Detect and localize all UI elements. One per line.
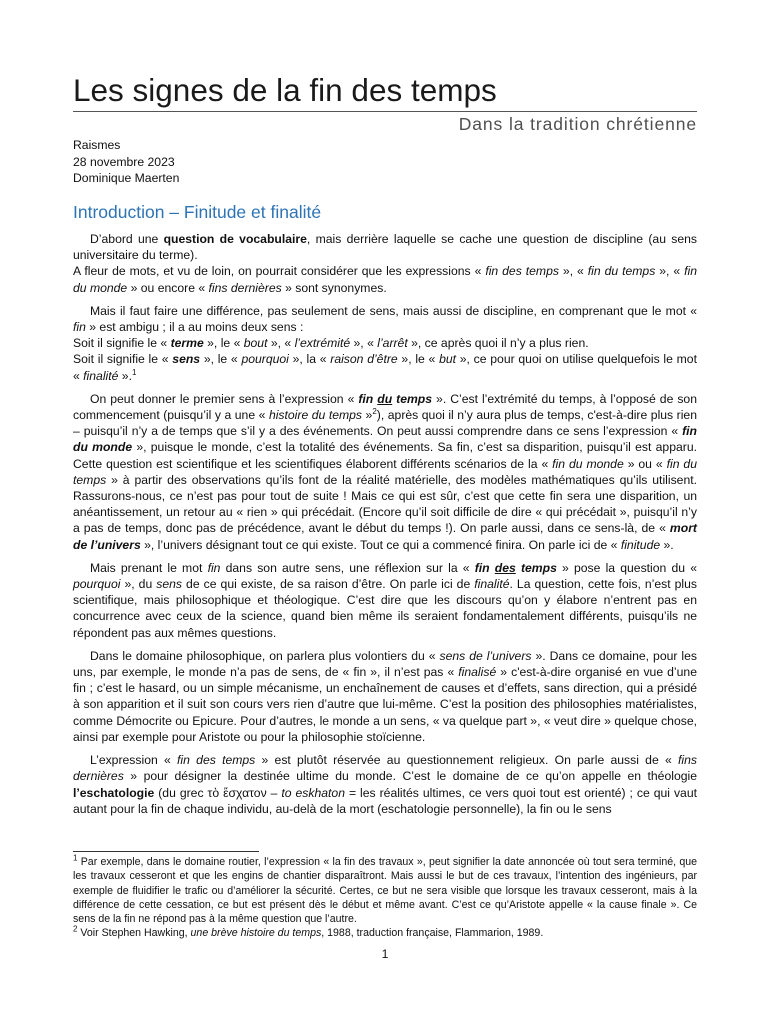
meta-author: Dominique Maerten [73, 171, 180, 185]
footnote-2: $^2$ Voir Stephen Hawking, une brève histoire du temps, 1988, traduction française, Flammarion, 1989. [73, 924, 544, 940]
meta-place: Raismes [73, 138, 121, 152]
document-title: Les signes de la fin des temps [73, 72, 497, 108]
footnote-divider [73, 851, 259, 852]
document-subtitle: Dans la tradition chrétienne [458, 114, 697, 134]
paragraph-finalite: Mais prenant le mot fin dans son autre sens, une réflexion sur la « fin des temps » pose la question du « pourquoi », du sens de ce qui existe, de sa raison d’être. On parle ici de finalité. La question, cette fois, n’est plus scientifique, mais philosophique et théologique. C’est dire que les discours qu’on y élabore n’entrent pas en concurrence avec ceux de la science, quand bien même ils seraient fondamentalement différents, puisqu’ils ne répondent pas aux mêmes questions. [73, 560, 697, 640]
footnote-ref-2[interactable]: 2 [372, 406, 377, 416]
footnotes [73, 855, 697, 941]
paragraph-two-senses: Mais il faut faire une différence, pas seulement de sens, mais aussi de discipline, en comprenant que le mot « fin » est ambigu ; il a au moins deux sens : Soit il signifie le « terme », le « bout », « l’extrémité », « l’arrêt », ce après quoi il n’y a plus rien. Soit il signifie le « sens », le « pourquoi », la « raison d’être », le « but », ce pour quoi on utilise quelquefois le mot « finalité ».$^1$ [73, 303, 697, 383]
page-number: 1 [381, 947, 389, 961]
section-heading: Introduction – Finitude et finalité [73, 202, 322, 222]
footnote-1: $^1$ Par exemple, dans le domaine routier, l’expression « la fin des travaux », peut signifier la date annoncée où tout sera terminé, que les travaux cesseront et que les engins de chantier disparaîtront. Mais aussi le but de ces travaux, l’intention des ingénieurs, par exemple de fluidifier le trafic ou d’améliorer la sécurité. Certes, ce but ne sera visible que lorsque les travaux cesseront, mais à la différence de cette cessation, ce but est présent dès le début et même avant. C’est ce qu’Aristote appelle « la cause finale ». Ce sens de la fin ne répond pas à la même question que l’autre. [73, 853, 697, 926]
document-meta [73, 137, 179, 187]
title-divider [73, 111, 697, 112]
meta-date: 28 novembre 2023 [73, 154, 175, 169]
document-body [73, 231, 697, 817]
paragraph-vocabulary: D’abord une question de vocabulaire, mais derrière laquelle se cache une question de discipline (au sens universitaire du terme). A fleur de mots, et vu de loin, on pourrait considérer que les expressions « fin des temps », « fin du temps », « fin du monde » ou encore « fins dernières » sont synonymes. [73, 232, 697, 295]
paragraph-finitude: On peut donner le premier sens à l’expression « fin du temps ». C’est l’extrémité du temps, à l’opposé de son commencement (puisqu’il y a une « histoire du temps »$^2$), après quoi il n’y aura plus de temps, c'est-à-dire plus rien – puisqu’il n’y a de temps que s’il y a des événements. On peut aussi comprendre dans ce sens l’expression « fin du monde », puisque le monde, c’est la totalité des événements. Sa fin, c’est sa disparition, puisqu’il est apparu. Cette question est scientifique et les scientifiques élaborent différents scénarios de la « fin du monde » ou « fin du temps » à partir des observations qu’ils font de la réalité matérielle, des modèles mathématiques qu’ils utilisent. Rassurons-nous, ce n’est pas pour tout de suite ! Mais ce qui est sûr, c’est que cette fin sera une disparition, un anéantissement, un retour au « rien » qui précédait. (Encore qu’il soit difficile de dire « qui précédait », puisqu’il n’y a pas de temps, donc pas de précédence, avant le début du temps !). On parle aussi, dans ce sens-là, de « mort de l’univers », l’univers désignant tout ce qui existe. Tout ce qui a commencé finira. On parle ici de « finitude ». [73, 391, 697, 552]
footnote-ref-1[interactable]: 1 [131, 367, 137, 377]
paragraph-philosophy: Dans le domaine philosophique, on parlera plus volontiers du « sens de l’univers ». Dans ce domaine, pour les uns, par exemple, le monde n’a pas de sens, de « fin », il n’est pas « finalisé » c'est-à-dire organisé en vue d’une fin ; c’est le hasard, ou un simple mécanisme, un enchaînement de causes et d’effets, sans direction, qui a présidé à son apparition et il suit son cours vers rien d’autre que lui-même. C’est la position des philosophies matérialistes, comme Démocrite ou Epicure. Pour d’autres, le monde a un sens, « va quelque part », « veut dire » quelque chose, ainsi par exemple pour Aristote ou pour la philosophie stoïcienne. [73, 648, 697, 744]
paragraph-eschatology: L’expression « fin des temps » est plutôt réservée au questionnement religieux. On parle aussi de « fins dernières » pour désigner la destinée ultime du monde. C’est le domaine de ce qu’on appelle en théologie l’eschatologie (du grec τὸ ἔσχατον – to eskhaton = les réalités ultimes, ce vers quoi tout est orienté) ; ce qui vaut autant pour la fin de chaque individu, au-delà de la mort (eschatologie personnelle), la fin ou le sens [73, 753, 697, 816]
